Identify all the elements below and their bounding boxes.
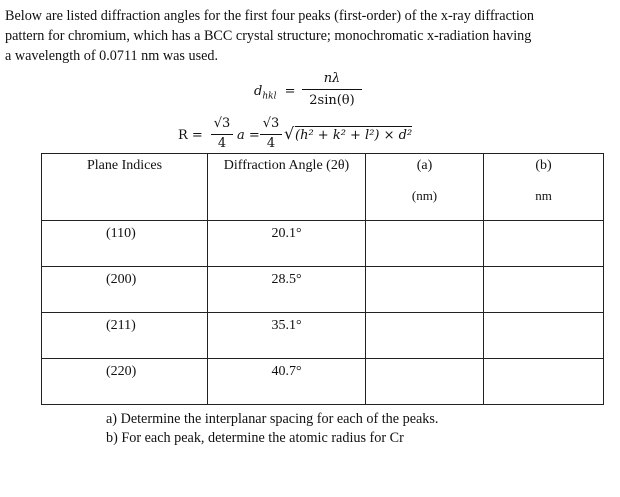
table-row [42, 267, 604, 313]
header-col-b-unit: nm [535, 188, 552, 203]
table-row [42, 359, 604, 405]
radius-cell[interactable] [484, 359, 604, 405]
radius-cell[interactable] [484, 313, 604, 359]
header-diffraction-angle-label: Diffraction Angle (2θ) [223, 158, 350, 173]
radius-lhs: R = [178, 128, 203, 143]
radius-cell[interactable] [484, 221, 604, 267]
angle-cell: 20.1° [208, 221, 366, 267]
bragg-fraction [302, 70, 362, 110]
bragg-numerator: nλ [323, 71, 341, 86]
intro-line-3: a wavelength of 0.0711 nm was used. [5, 48, 219, 64]
radius-cell[interactable] [484, 267, 604, 313]
header-col-a [366, 154, 484, 221]
frac1-bar [211, 134, 233, 135]
header-col-b-label: (b) [535, 158, 552, 173]
question-b: b) For each peak, determine the atomic radius for Cr [106, 430, 404, 446]
sqrt-radicand: (h² + k² + l²) × d² [295, 128, 413, 143]
frac2-bar [260, 134, 282, 135]
bragg-equals: = [284, 84, 296, 99]
spacing-cell[interactable] [366, 267, 484, 313]
plane-cell: (211) [42, 313, 208, 359]
angle-cell: 40.7° [208, 359, 366, 405]
spacing-cell[interactable] [366, 221, 484, 267]
problem-statement [5, 6, 611, 66]
angle-cell: 28.5° [208, 267, 366, 313]
plane-cell: (110) [42, 221, 208, 267]
table-row [42, 221, 604, 267]
question-list [106, 410, 586, 448]
bragg-fraction-bar [302, 89, 362, 90]
header-diffraction-angle [208, 154, 366, 221]
angle-cell: 35.1° [208, 313, 366, 359]
radius-equation [178, 116, 438, 156]
lattice-param-a: a = [237, 128, 260, 143]
table-row [42, 313, 604, 359]
plane-cell: (220) [42, 359, 208, 405]
question-a: a) Determine the interplanar spacing for each of the peaks. [106, 411, 439, 427]
spacing-cell[interactable] [366, 313, 484, 359]
spacing-cell[interactable] [366, 359, 484, 405]
hkl-subscript: hkl [262, 91, 277, 102]
frac1-denominator: 4 [217, 136, 227, 151]
d-symbol: d [254, 84, 263, 99]
frac1-numerator: √3 [213, 116, 231, 131]
header-plane-indices-label: Plane Indices [86, 158, 163, 173]
frac2-numerator: √3 [262, 116, 280, 131]
intro-line-2: pattern for chromium, which has a BCC crystal structure; monochromatic x-radiation having [5, 28, 532, 44]
header-col-a-label: (a) [416, 158, 433, 173]
bragg-lhs [254, 84, 296, 102]
frac2-denominator: 4 [266, 136, 276, 151]
table-header-row [42, 154, 604, 221]
diffraction-table [41, 153, 604, 405]
header-plane-indices [42, 154, 208, 221]
plane-cell: (200) [42, 267, 208, 313]
sqrt-sign: √ [284, 124, 295, 143]
header-col-a-unit: (nm) [411, 188, 438, 203]
bragg-denominator: 2sin(θ) [309, 93, 355, 108]
intro-line-1: Below are listed diffraction angles for the first four peaks (first-order) of the x-ray diffraction [5, 8, 534, 24]
header-col-b [484, 154, 604, 221]
